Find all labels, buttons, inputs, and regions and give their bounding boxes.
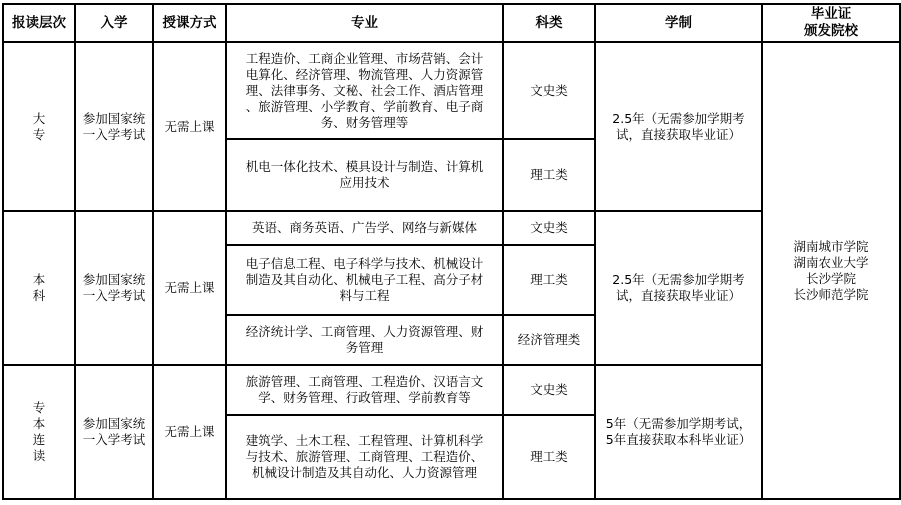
major-cell: 机电一体化技术、模具设计与制造、计算机 应用技术 (226, 139, 503, 211)
mode-cell: 无需上课 (153, 365, 226, 499)
duration-cell: 2.5年（无需参加学期考 试，直接获取毕业证） (595, 42, 762, 211)
duration-cell: 5年（无需参加学期考试， 5年直接获取本科毕业证） (595, 365, 762, 499)
header-issuer-line1: 毕业证 (810, 6, 852, 22)
header-level: 报读层次 (3, 4, 75, 42)
table-row (3, 42, 900, 139)
level-cell: 大 专 (3, 42, 75, 211)
entry-cell: 参加国家统 一入学考试 (75, 42, 153, 211)
header-issuer (762, 4, 900, 42)
category-cell: 文史类 (503, 42, 595, 139)
major-cell: 建筑学、土木工程、工程管理、计算机科学 与技术、旅游管理、工商管理、工程造价、 机械设计制造及其自动化、人力资源管理 (226, 415, 503, 499)
header-mode: 授课方式 (153, 4, 226, 42)
major-cell: 工程造价、工商企业管理、市场营销、会计 电算化、经济管理、物流管理、人力资源管 理、法律事务、文秘、社会工作、酒店管理 、旅游管理、小学教育、学前教育、电子商 务、财务管理等 (226, 42, 503, 139)
header-row (3, 4, 900, 42)
program-table (2, 3, 901, 500)
issuer-cell: 湖南城市学院 湖南农业大学 长沙学院 长沙师范学院 (762, 42, 900, 499)
level-cell: 本 科 (3, 211, 75, 365)
header-duration: 学制 (595, 4, 762, 42)
major-cell: 经济统计学、工商管理、人力资源管理、财 务管理 (226, 315, 503, 365)
category-cell: 经济管理类 (503, 315, 595, 365)
entry-cell: 参加国家统 一入学考试 (75, 365, 153, 499)
header-entry: 入学 (75, 4, 153, 42)
category-cell: 理工类 (503, 245, 595, 315)
major-cell: 旅游管理、工商管理、工程造价、汉语言文 学、财务管理、行政管理、学前教育等 (226, 365, 503, 415)
entry-cell: 参加国家统 一入学考试 (75, 211, 153, 365)
mode-cell: 无需上课 (153, 211, 226, 365)
category-cell: 理工类 (503, 139, 595, 211)
duration-cell: 2.5年（无需参加学期考 试，直接获取毕业证） (595, 211, 762, 365)
major-cell: 英语、商务英语、广告学、网络与新媒体 (226, 211, 503, 245)
category-cell: 文史类 (503, 211, 595, 245)
header-issuer-line2: 颁发院校 (804, 23, 858, 39)
level-cell: 专 本 连 读 (3, 365, 75, 499)
header-category: 科类 (503, 4, 595, 42)
header-major: 专业 (226, 4, 503, 42)
category-cell: 文史类 (503, 365, 595, 415)
major-cell: 电子信息工程、电子科学与技术、机械设计 制造及其自动化、机械电子工程、高分子材 料与工程 (226, 245, 503, 315)
category-cell: 理工类 (503, 415, 595, 499)
mode-cell: 无需上课 (153, 42, 226, 211)
